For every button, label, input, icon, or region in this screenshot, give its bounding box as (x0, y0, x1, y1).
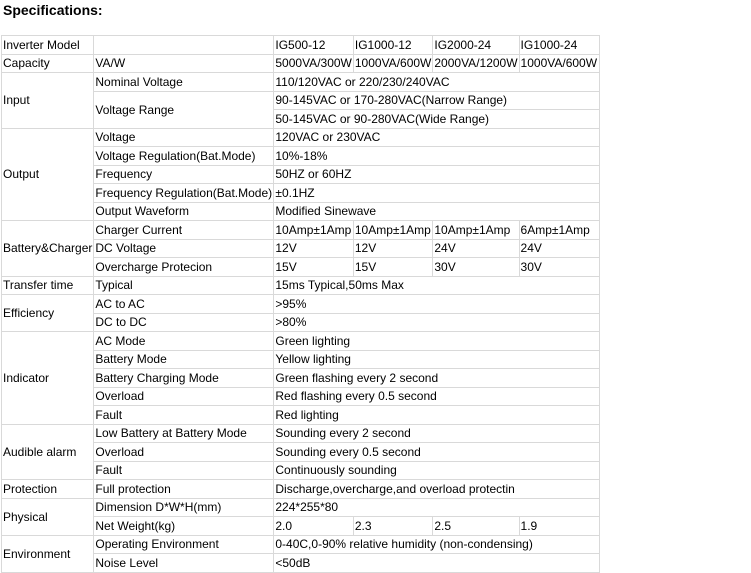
table-cell: 110/120VAC or 220/230/240VAC (274, 73, 599, 92)
table-cell: Voltage Regulation(Bat.Mode) (94, 147, 274, 166)
table-cell: Nominal Voltage (94, 73, 274, 92)
table-cell: 15V (353, 258, 433, 277)
table-cell: Environment (2, 535, 94, 572)
table-cell: Dimension D*W*H(mm) (94, 498, 274, 517)
table-row (2, 480, 600, 499)
table-cell: IG1000-12 (353, 36, 433, 55)
table-cell: 1.9 (519, 517, 599, 536)
table-cell: 120VAC or 230VAC (274, 128, 599, 147)
table-cell: 15V (274, 258, 354, 277)
table-cell: 12V (353, 239, 433, 258)
table-cell: Charger Current (94, 221, 274, 240)
table-cell: >95% (274, 295, 599, 314)
table-cell: Overload (94, 443, 274, 462)
table-cell (94, 36, 274, 55)
table-cell: 10Amp±1Amp (433, 221, 519, 240)
table-cell: 50-145VAC or 90-280VAC(Wide Range) (274, 110, 599, 129)
table-row (2, 295, 600, 314)
table-cell: 30V (519, 258, 599, 277)
table-cell: DC Voltage (94, 239, 274, 258)
table-cell: VA/W (94, 54, 274, 73)
table-cell: 2.3 (353, 517, 433, 536)
table-cell: Input (2, 73, 94, 129)
table-cell: Output Waveform (94, 202, 274, 221)
table-cell: Voltage Range (94, 91, 274, 128)
specifications-table-body (2, 36, 600, 573)
table-cell: Low Battery at Battery Mode (94, 424, 274, 443)
table-cell: Green flashing every 2 second (274, 369, 599, 388)
table-cell: Efficiency (2, 295, 94, 332)
table-cell: Sounding every 2 second (274, 424, 599, 443)
table-cell: Overload (94, 387, 274, 406)
table-cell: 1000VA/600W (353, 54, 433, 73)
table-cell: IG2000-24 (433, 36, 519, 55)
table-row (2, 128, 600, 147)
section-heading: Specifications: (3, 2, 103, 18)
table-cell: 30V (433, 258, 519, 277)
table-cell: Continuously sounding (274, 461, 599, 480)
table-cell: 1000VA/600W (519, 54, 599, 73)
table-row (2, 221, 600, 240)
table-cell: ±0.1HZ (274, 184, 599, 203)
table-cell: 2.0 (274, 517, 354, 536)
table-cell: Full protection (94, 480, 274, 499)
specifications-table (1, 35, 600, 573)
table-cell: 50HZ or 60HZ (274, 165, 599, 184)
table-cell: Battery Charging Mode (94, 369, 274, 388)
table-cell: 2000VA/1200W (433, 54, 519, 73)
table-cell: Net Weight(kg) (94, 517, 274, 536)
table-cell: Green lighting (274, 332, 599, 351)
table-cell: 10%-18% (274, 147, 599, 166)
table-cell: Red flashing every 0.5 second (274, 387, 599, 406)
table-cell: 224*255*80 (274, 498, 599, 517)
table-cell: 10Amp±1Amp (353, 221, 433, 240)
table-row (2, 73, 600, 92)
table-cell: Battery Mode (94, 350, 274, 369)
table-cell: Indicator (2, 332, 94, 425)
table-cell: Modified Sinewave (274, 202, 599, 221)
table-cell: Battery&Charger (2, 221, 94, 277)
table-cell: Operating Environment (94, 535, 274, 554)
table-cell: 0-40C,0-90% relative humidity (non-condensing) (274, 535, 599, 554)
table-cell: 2.5 (433, 517, 519, 536)
table-cell: 24V (519, 239, 599, 258)
table-cell: 10Amp±1Amp (274, 221, 354, 240)
table-cell: 24V (433, 239, 519, 258)
table-row (2, 424, 600, 443)
table-cell: Voltage (94, 128, 274, 147)
table-cell: Fault (94, 461, 274, 480)
table-cell: Discharge,overcharge,and overload protectin (274, 480, 599, 499)
table-cell: DC to DC (94, 313, 274, 332)
table-cell: Noise Level (94, 554, 274, 573)
table-cell: IG1000-24 (519, 36, 599, 55)
table-cell: 12V (274, 239, 354, 258)
table-cell: Frequency Regulation(Bat.Mode) (94, 184, 274, 203)
table-cell: Physical (2, 498, 94, 535)
table-row (2, 276, 600, 295)
table-cell: Inverter Model (2, 36, 94, 55)
table-cell: 5000VA/300W (274, 54, 354, 73)
table-row (2, 332, 600, 351)
table-cell: Audible alarm (2, 424, 94, 480)
table-cell: AC Mode (94, 332, 274, 351)
table-cell: <50dB (274, 554, 599, 573)
table-row (2, 54, 600, 73)
table-cell: 6Amp±1Amp (519, 221, 599, 240)
table-cell: 90-145VAC or 170-280VAC(Narrow Range) (274, 91, 599, 110)
table-cell: >80% (274, 313, 599, 332)
table-cell: AC to AC (94, 295, 274, 314)
table-cell: Protection (2, 480, 94, 499)
table-cell: 15ms Typical,50ms Max (274, 276, 599, 295)
table-cell: IG500-12 (274, 36, 354, 55)
table-cell: Output (2, 128, 94, 221)
table-cell: Capacity (2, 54, 94, 73)
table-cell: Frequency (94, 165, 274, 184)
table-row (2, 498, 600, 517)
table-row (2, 36, 600, 55)
table-cell: Transfer time (2, 276, 94, 295)
table-cell: Fault (94, 406, 274, 425)
table-cell: Overcharge Protecion (94, 258, 274, 277)
table-cell: Yellow lighting (274, 350, 599, 369)
table-cell: Typical (94, 276, 274, 295)
table-row (2, 535, 600, 554)
table-cell: Red lighting (274, 406, 599, 425)
table-cell: Sounding every 0.5 second (274, 443, 599, 462)
